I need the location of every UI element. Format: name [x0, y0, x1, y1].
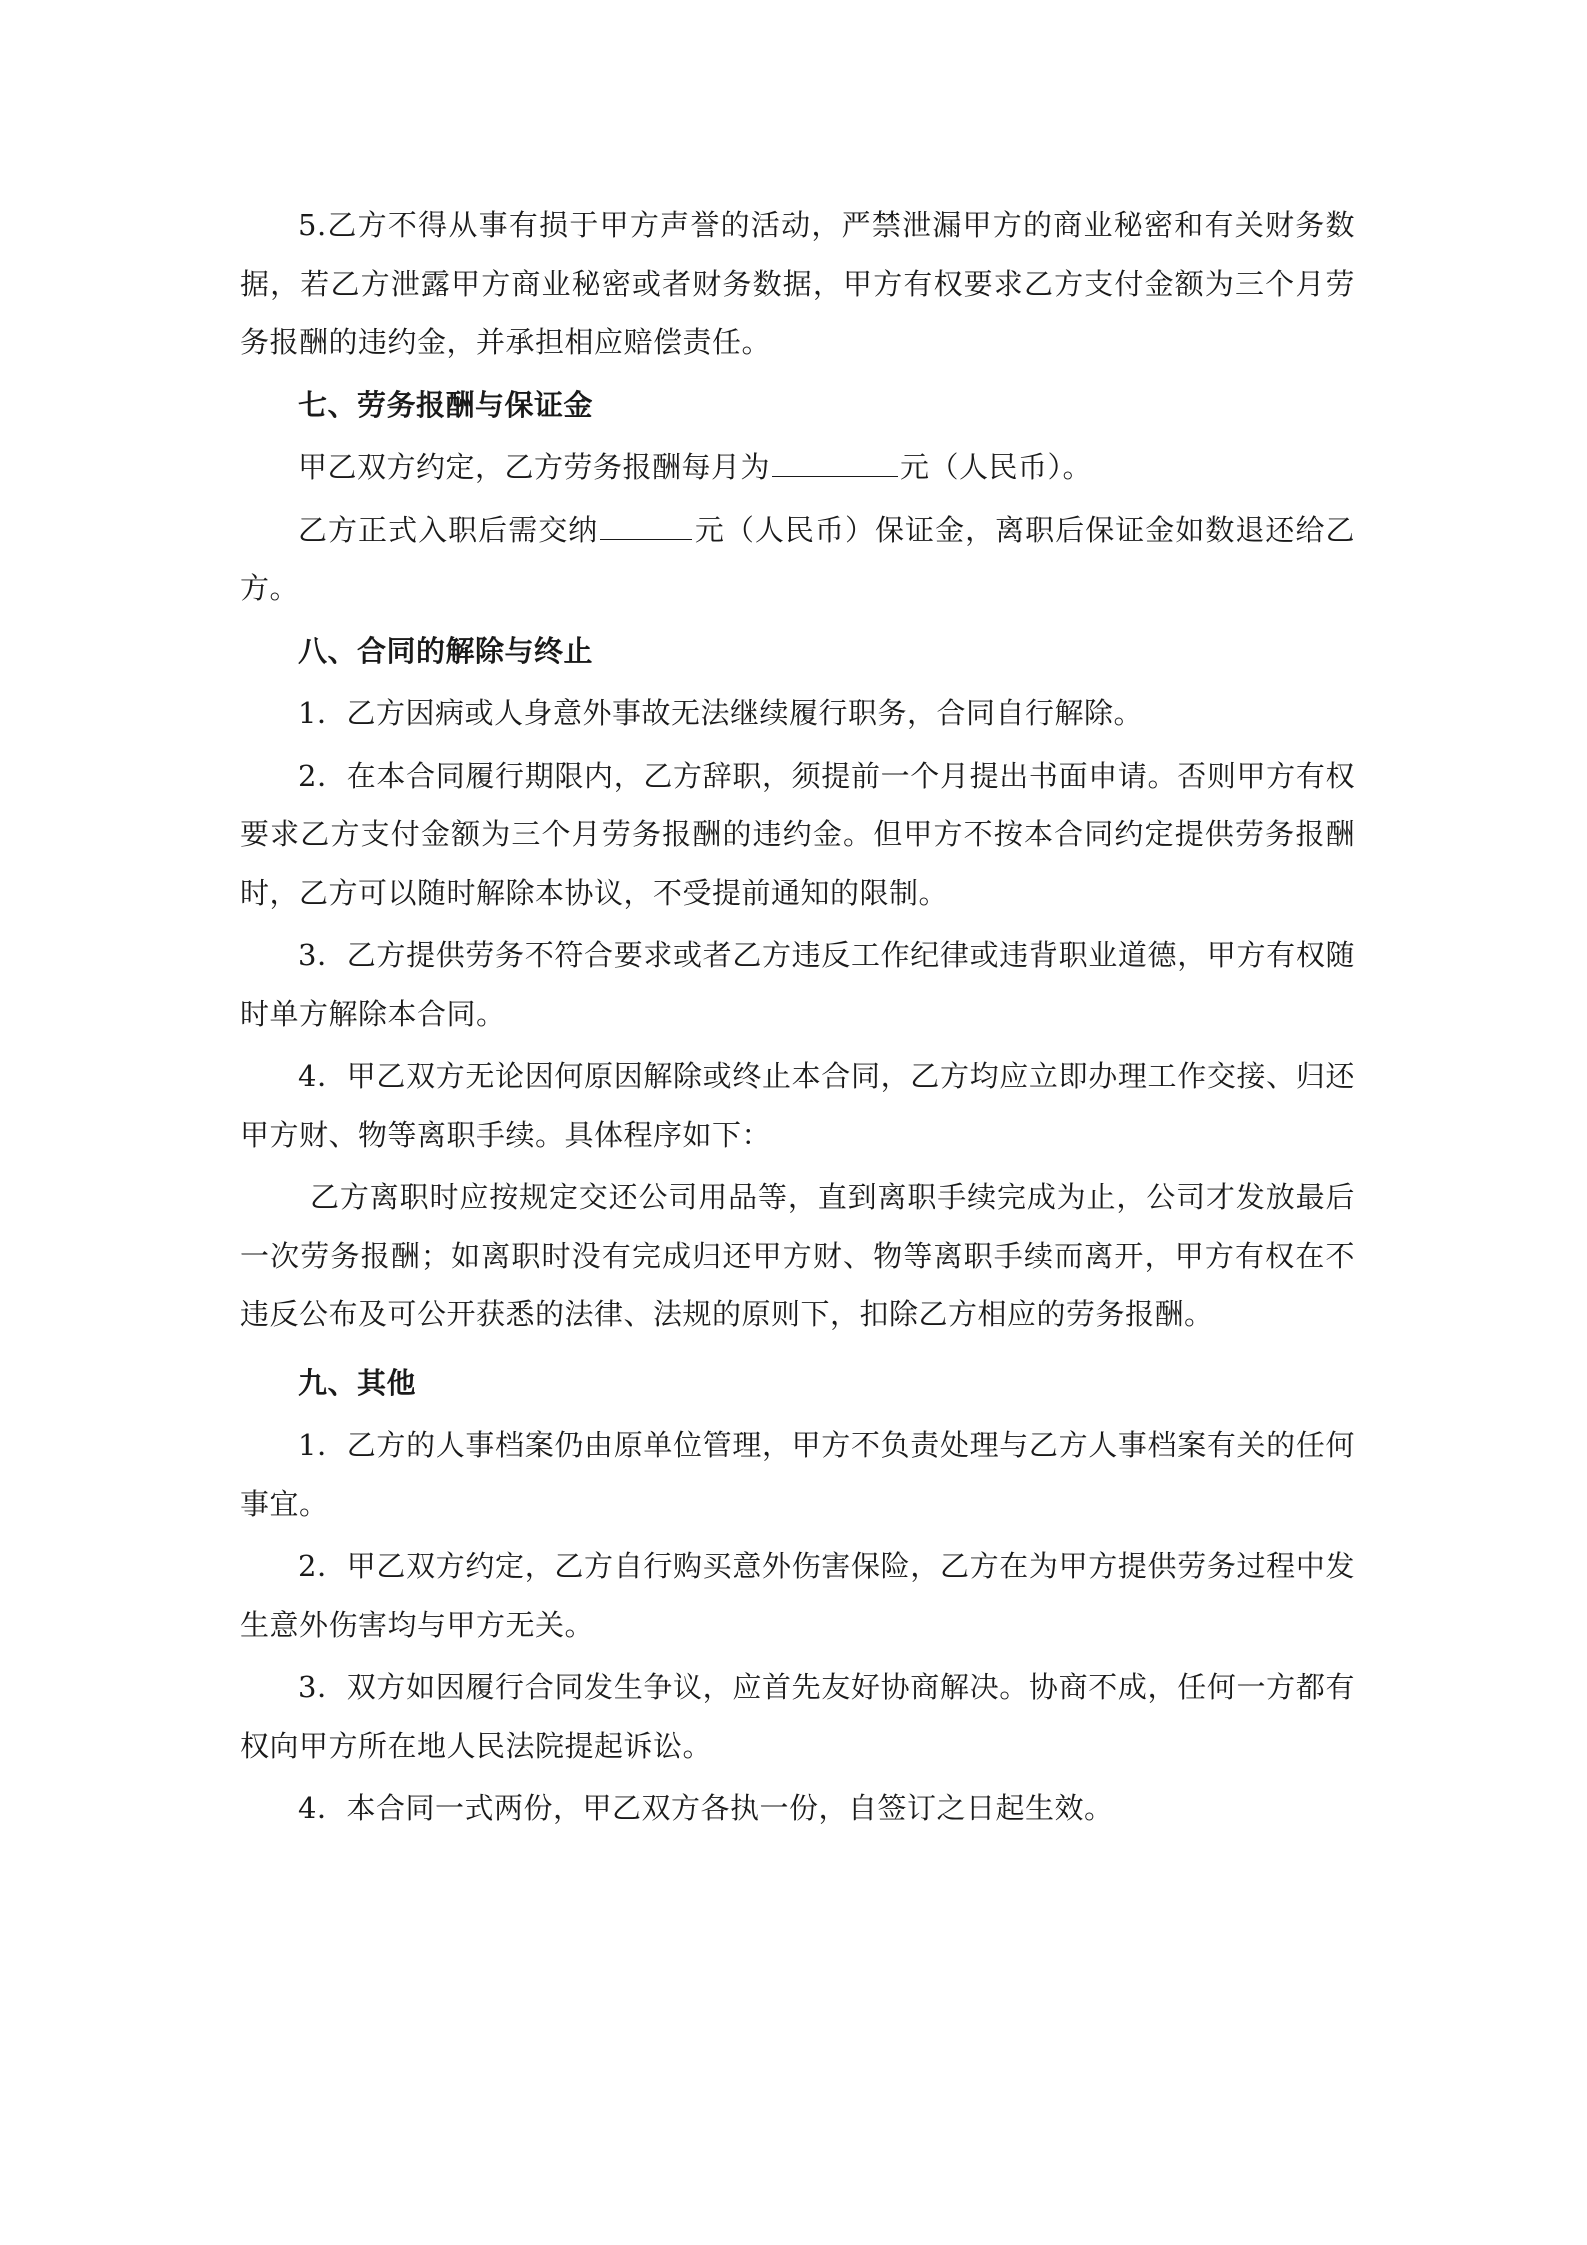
- section-9-heading: 九、其他: [298, 1365, 417, 1400]
- deposit-text-before: 乙方正式入职后需交纳: [298, 512, 599, 547]
- section-9-item-4: 4．本合同一式两份，甲乙双方各执一份，自签订之日起生效。: [298, 1791, 1114, 1825]
- salary-text-before: 甲乙双方约定，乙方劳务报酬每月为: [298, 450, 771, 484]
- section-8-item-4: 4．甲乙双方无论因何原因解除或终止本合同，乙方均应立即办理工作交接、归还甲方财、物等离职手续。具体程序如下：: [240, 1059, 1355, 1152]
- section-7-heading: 七、劳务报酬与保证金: [298, 387, 594, 422]
- section-9-item-1: 1．乙方的人事档案仍由原单位管理，甲方不负责处理与乙方人事档案有关的任何事宜。: [240, 1428, 1355, 1521]
- section-8-item-3: 3．乙方提供劳务不符合要求或者乙方违反工作纪律或违背职业道德，甲方有权随时单方解除本合同。: [240, 938, 1355, 1031]
- salary-clause: [240, 438, 1355, 497]
- section-8-item-1: 1．乙方因病或人身意外事故无法继续履行职务，合同自行解除。: [298, 696, 1143, 730]
- section-8-heading: 八、合同的解除与终止: [298, 633, 594, 668]
- section-9-item-2: 2．甲乙双方约定，乙方自行购买意外伤害保险，乙方在为甲方提供劳务过程中发生意外伤害均与甲方无关。: [240, 1549, 1355, 1642]
- deposit-text-after: 元（人民币）保证金，离职后保证金如数退还给乙方。: [240, 512, 1355, 605]
- clause-6-5: 5.乙方不得从事有损于甲方声誉的活动，严禁泄漏甲方的商业秘密和有关财务数据，若乙方泄露甲方商业秘密或者财务数据，甲方有权要求乙方支付金额为三个月劳务报酬的违约金，并承担相应赔偿责任。: [240, 208, 1355, 359]
- salary-blank-line: [772, 448, 898, 477]
- section-9-item-3: 3．双方如因履行合同发生争议，应首先友好协商解决。协商不成，任何一方都有权向甲方所在地人民法院提起诉讼。: [240, 1670, 1355, 1763]
- deposit-clause: [240, 501, 1355, 618]
- section-8-item-2: 2．在本合同履行期限内，乙方辞职，须提前一个月提出书面申请。否则甲方有权要求乙方支付金额为三个月劳务报酬的违约金。但甲方不按本合同约定提供劳务报酬时，乙方可以随时解除本协议，不受提前通知的限制。: [240, 758, 1355, 910]
- resignation-procedure: 乙方离职时应按规定交还公司用品等，直到离职手续完成为止，公司才发放最后一次劳务报酬；如离职时没有完成归还甲方财、物等离职手续而离开，甲方有权在不违反公布及可公开获悉的法律、法规的原则下，扣除乙方相应的劳务报酬。: [240, 1180, 1355, 1331]
- salary-text-after: 元（人民币）。: [900, 450, 1093, 484]
- document-page: [240, 196, 1355, 1842]
- deposit-blank-line: [600, 511, 692, 540]
